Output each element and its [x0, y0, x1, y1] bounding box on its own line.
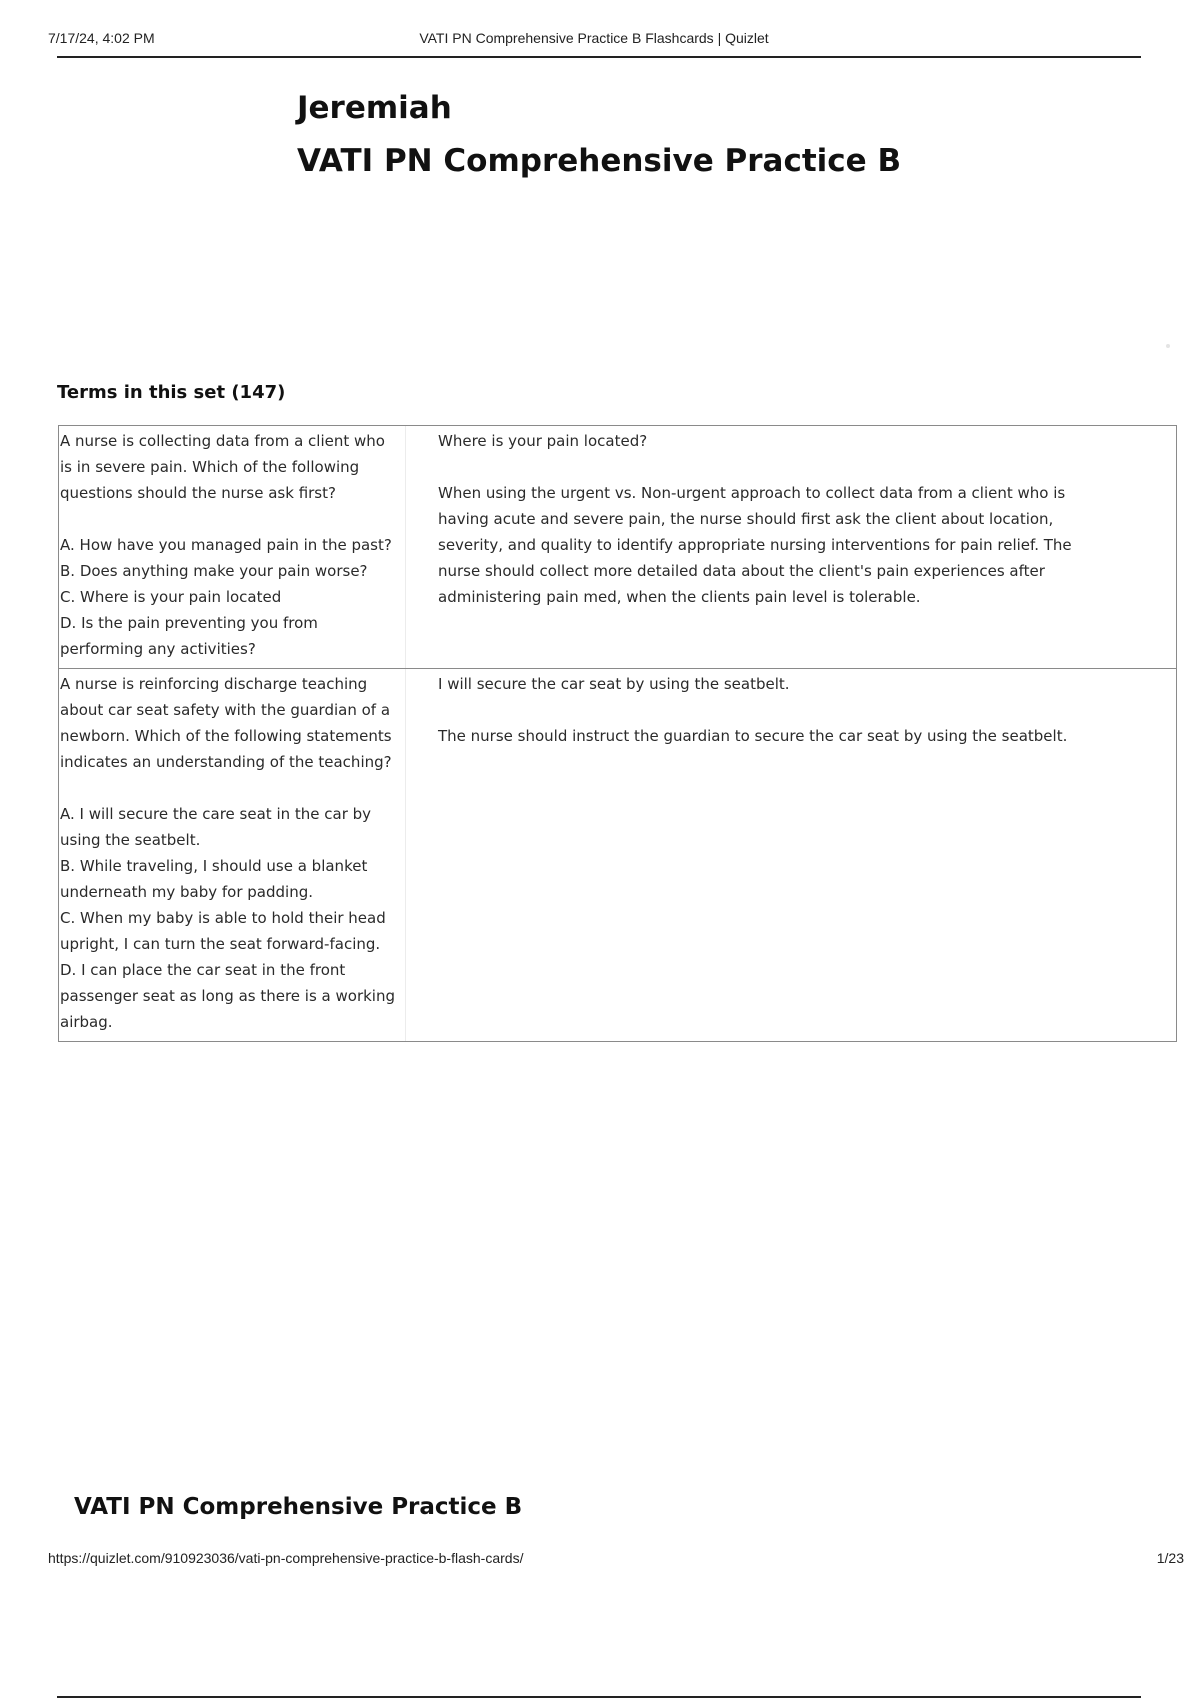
- set-title: VATI PN Comprehensive Practice B: [297, 143, 902, 179]
- terms-table: [58, 425, 1177, 1042]
- term-line: D. Is the pain preventing you from: [60, 614, 318, 632]
- term-line: A nurse is reinforcing discharge teaching: [60, 675, 368, 693]
- term-cell: [59, 426, 406, 668]
- term-line: A. How have you managed pain in the past?: [60, 536, 392, 554]
- flashcard-row: [59, 669, 1176, 1041]
- definition-cell: [406, 426, 1176, 668]
- definition-line: When using the urgent vs. Non-urgent approach to collect data from a client who is: [438, 484, 1066, 502]
- term-line: indicates an understanding of the teaching?: [60, 753, 392, 771]
- term-line: C. When my baby is able to hold their head: [60, 909, 386, 927]
- flashcard-row: [59, 426, 1176, 669]
- author-name: Jeremiah: [297, 90, 452, 126]
- terms-heading: Terms in this set (147): [57, 382, 286, 403]
- definition-line: [438, 454, 1156, 480]
- page-number: 1/23: [1156, 1550, 1184, 1566]
- term-line: using the seatbelt.: [60, 831, 201, 849]
- header-divider: [57, 56, 1141, 58]
- term-line: passenger seat as long as there is a working: [60, 987, 395, 1005]
- print-datetime: 7/17/24, 4:02 PM: [48, 30, 155, 46]
- definition-line: The nurse should instruct the guardian to secure the car seat by using the seatbelt.: [438, 727, 1068, 745]
- term-line: underneath my baby for padding.: [60, 883, 314, 901]
- term-line: A nurse is collecting data from a client who: [60, 432, 385, 450]
- term-line: [60, 775, 401, 801]
- definition-line: having acute and severe pain, the nurse should first ask the client about location,: [438, 510, 1054, 528]
- term-line: is in severe pain. Which of the following: [60, 458, 360, 476]
- term-line: upright, I can turn the seat forward-facing.: [60, 935, 381, 953]
- print-header: [48, 30, 1140, 58]
- term-line: performing any activities?: [60, 640, 256, 658]
- term-line: about car seat safety with the guardian of a: [60, 701, 391, 719]
- definition-line: Where is your pain located?: [438, 432, 648, 450]
- term-cell: [59, 669, 406, 1041]
- definition-line: nurse should collect more detailed data about the client's pain experiences after: [438, 562, 1045, 580]
- term-line: A. I will secure the care seat in the car by: [60, 805, 372, 823]
- term-line: [60, 506, 401, 532]
- footer-url: https://quizlet.com/910923036/vati-pn-comprehensive-practice-b-flash-cards/: [48, 1550, 524, 1566]
- faint-dot-mark: [1166, 344, 1170, 348]
- term-line: questions should the nurse ask first?: [60, 484, 336, 502]
- term-line: B. Does anything make your pain worse?: [60, 562, 368, 580]
- term-line: C. Where is your pain located: [60, 588, 282, 606]
- term-line: B. While traveling, I should use a blanket: [60, 857, 368, 875]
- definition-line: administering pain med, when the clients pain level is tolerable.: [438, 588, 921, 606]
- term-line: D. I can place the car seat in the front: [60, 961, 346, 979]
- term-line: newborn. Which of the following statements: [60, 727, 392, 745]
- footer-set-title: VATI PN Comprehensive Practice B: [74, 1494, 523, 1520]
- definition-line: severity, and quality to identify appropriate nursing interventions for pain relief. The: [438, 536, 1072, 554]
- definition-line: [438, 697, 1156, 723]
- definition-cell: [406, 669, 1176, 1041]
- print-page-title: VATI PN Comprehensive Practice B Flashcards | Quizlet: [419, 30, 769, 46]
- term-line: airbag.: [60, 1013, 113, 1031]
- definition-line: I will secure the car seat by using the seatbelt.: [438, 675, 790, 693]
- bottom-divider: [57, 1696, 1141, 1698]
